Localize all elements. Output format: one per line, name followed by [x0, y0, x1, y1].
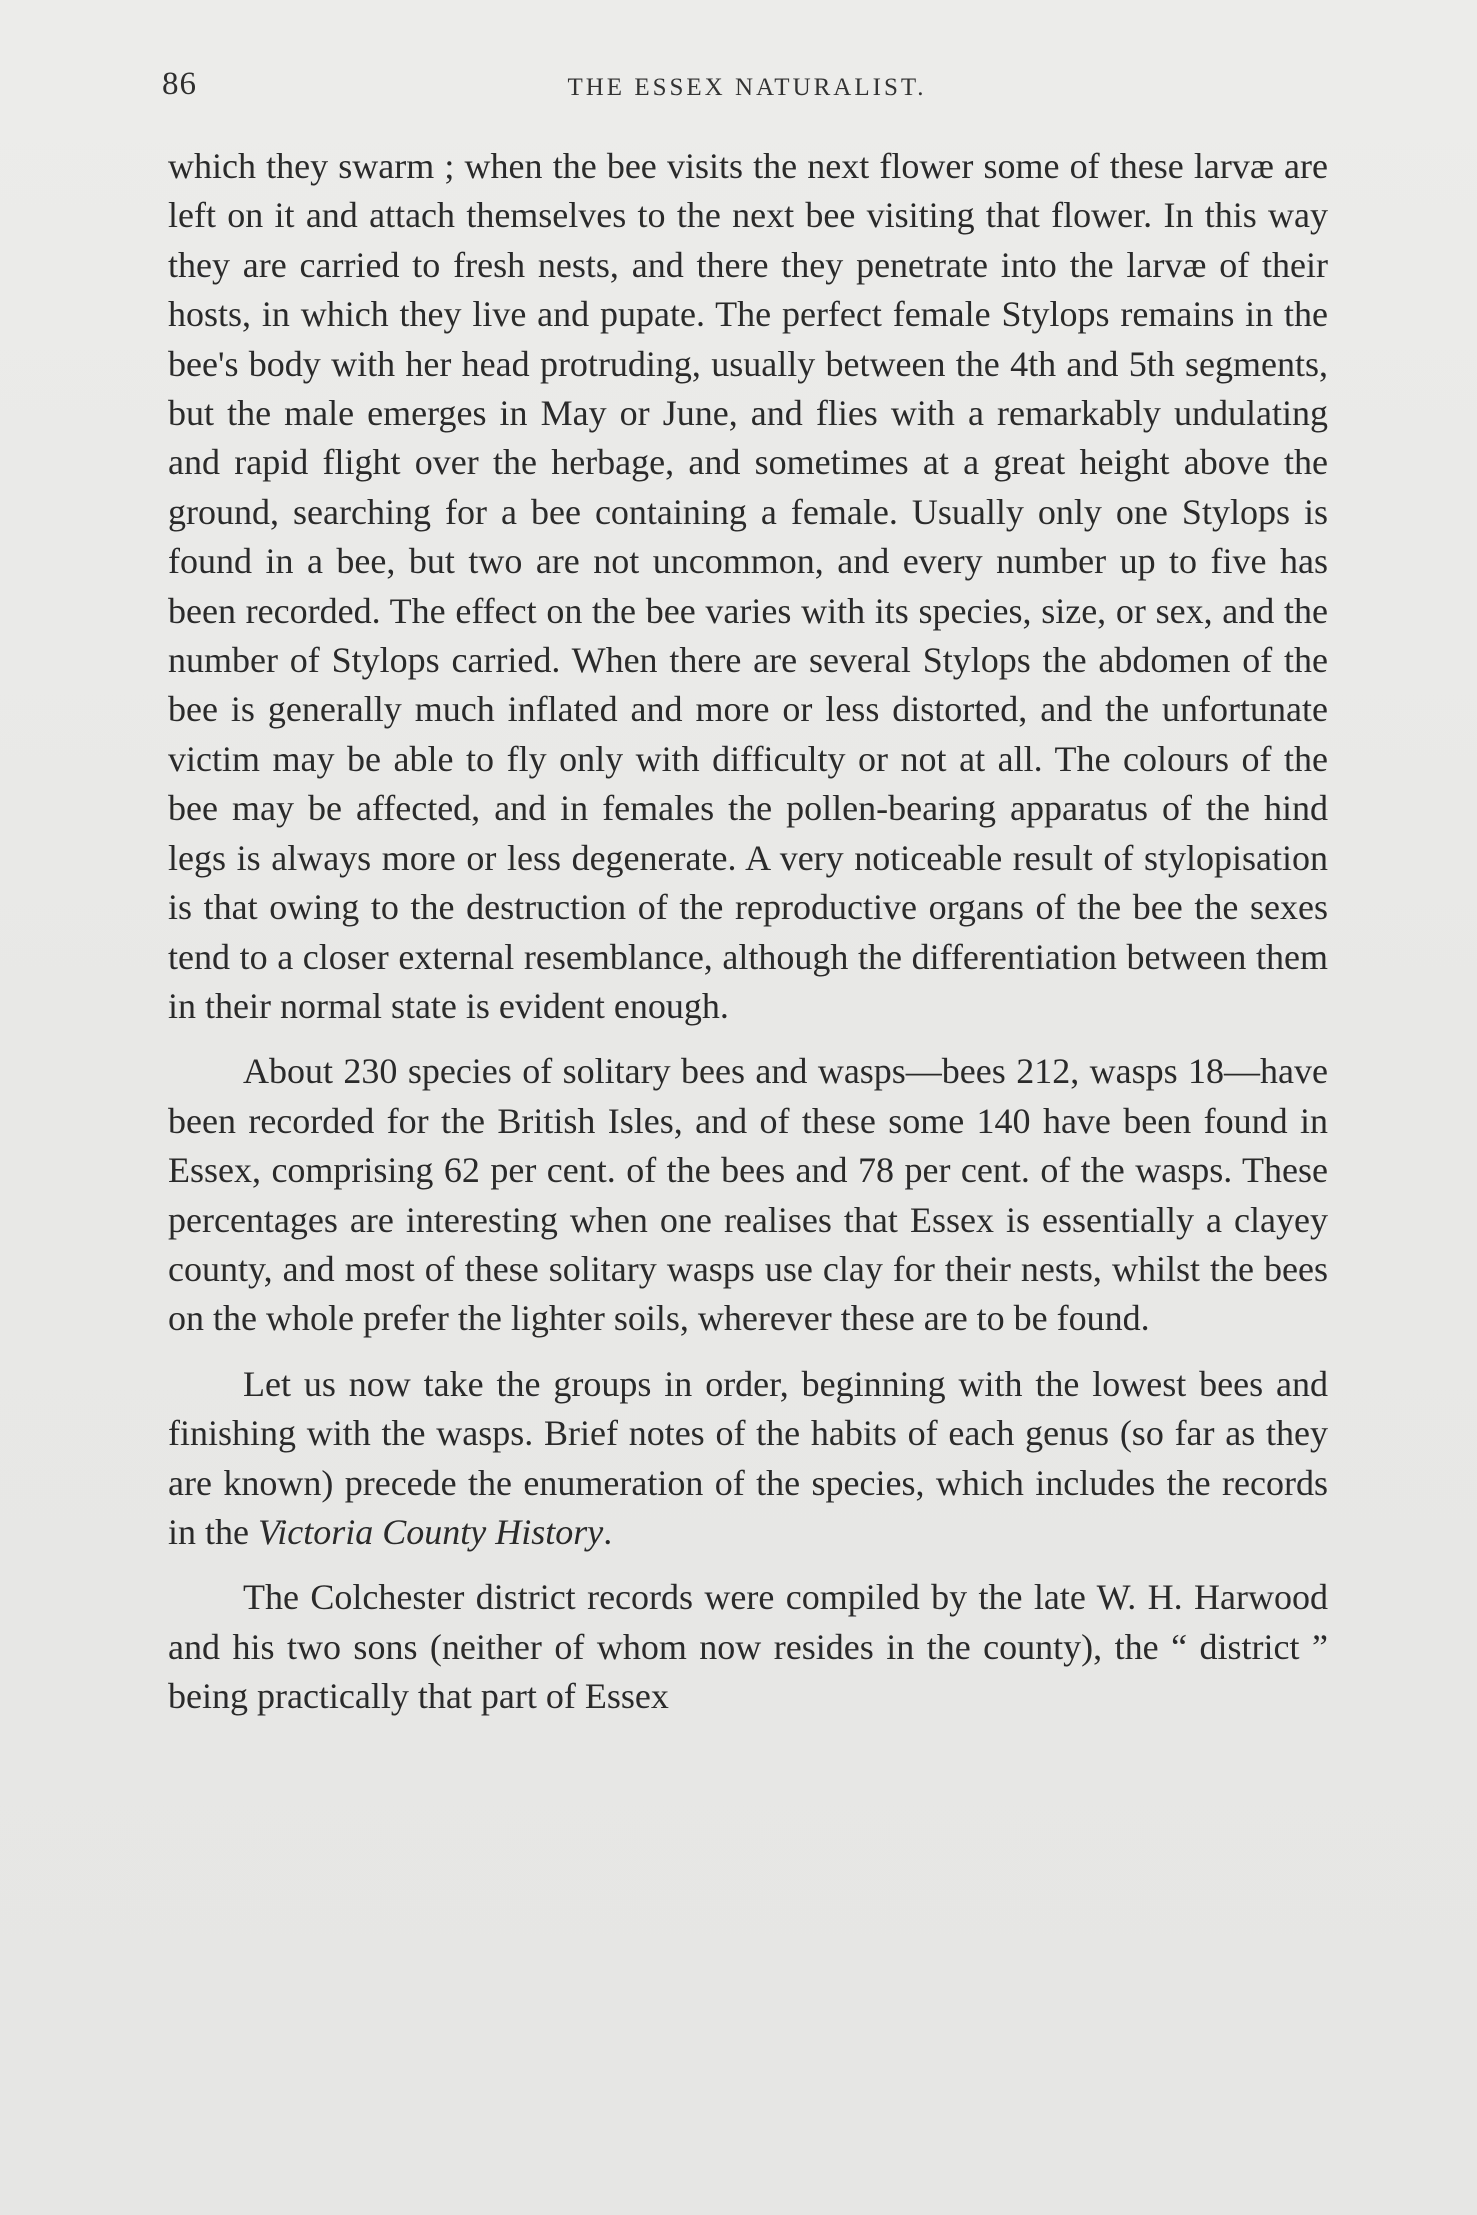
page-header: [162, 66, 1332, 114]
running-title: THE ESSEX NATURALIST.: [567, 74, 927, 101]
paragraph-4: The Colchester district records were compiled by the late W. H. Harwood and his two sons (neither of whom now resides in the county), the “ district ” being practically that part of Essex: [168, 1577, 1328, 1717]
body-text: [168, 142, 1328, 1722]
page-number: 86: [162, 66, 197, 102]
paragraph-1: which they swarm ; when the bee visits the next flower some of these larvæ are left on it and attach themselves to the next bee visiting that flower. In this way they are carried to fresh nests, and there they penetrate into the larvæ of their hosts, in which they live and pupate. The perfect female Stylops remains in the bee's body with her head protruding, usually between the 4th and 5th segments, but the male emerges in May or June, and flies with a remarkably undulating and rapid flight over the herbage, and sometimes at a great height above the ground, searching for a bee containing a female. Usually only one Stylops is found in a bee, but two are not uncommon, and every number up to five has been recorded. The effect on the bee varies with its species, size, or sex, and the number of Stylops carried. When there are several Stylops the abdomen of the bee is generally much inflated and more or less distorted, and the unfortunate victim may be able to fly only with difficulty or not at all. The colours of the bee may be affected, and in females the pollen-bearing apparatus of the hind legs is always more or less degenerate. A very noticeable result of stylopisation is that owing to the destruction of the reproductive organs of the bee the sexes tend to a closer external resemblance, although the differentiation between them in their normal state is evident enough.: [168, 146, 1328, 1026]
paragraph-3-text: Let us now take the groups in order, beginning with the lowest bees and finishing with the wasps. Brief notes of the habits of each genus (so far as they are known) precede the enumeration of the species, which includes the records in the: [168, 1363, 1328, 1552]
paragraph-2: About 230 species of solitary bees and wasps—bees 212, wasps 18—have been recorded for the British Isles, and of these some 140 have been found in Essex, comprising 62 per cent. of the bees and 78 per cent. of the wasps. These percentages are interesting when one realises that Essex is essentially a clayey county, and most of these solitary wasps use clay for their nests, whilst the bees on the whole prefer the lighter soils, wherever these are to be found.: [168, 1051, 1328, 1339]
paragraph-3-end: .: [603, 1511, 613, 1552]
paragraph-3: [168, 1360, 1328, 1558]
victoria-county-history-title: Victoria County History: [257, 1511, 604, 1552]
